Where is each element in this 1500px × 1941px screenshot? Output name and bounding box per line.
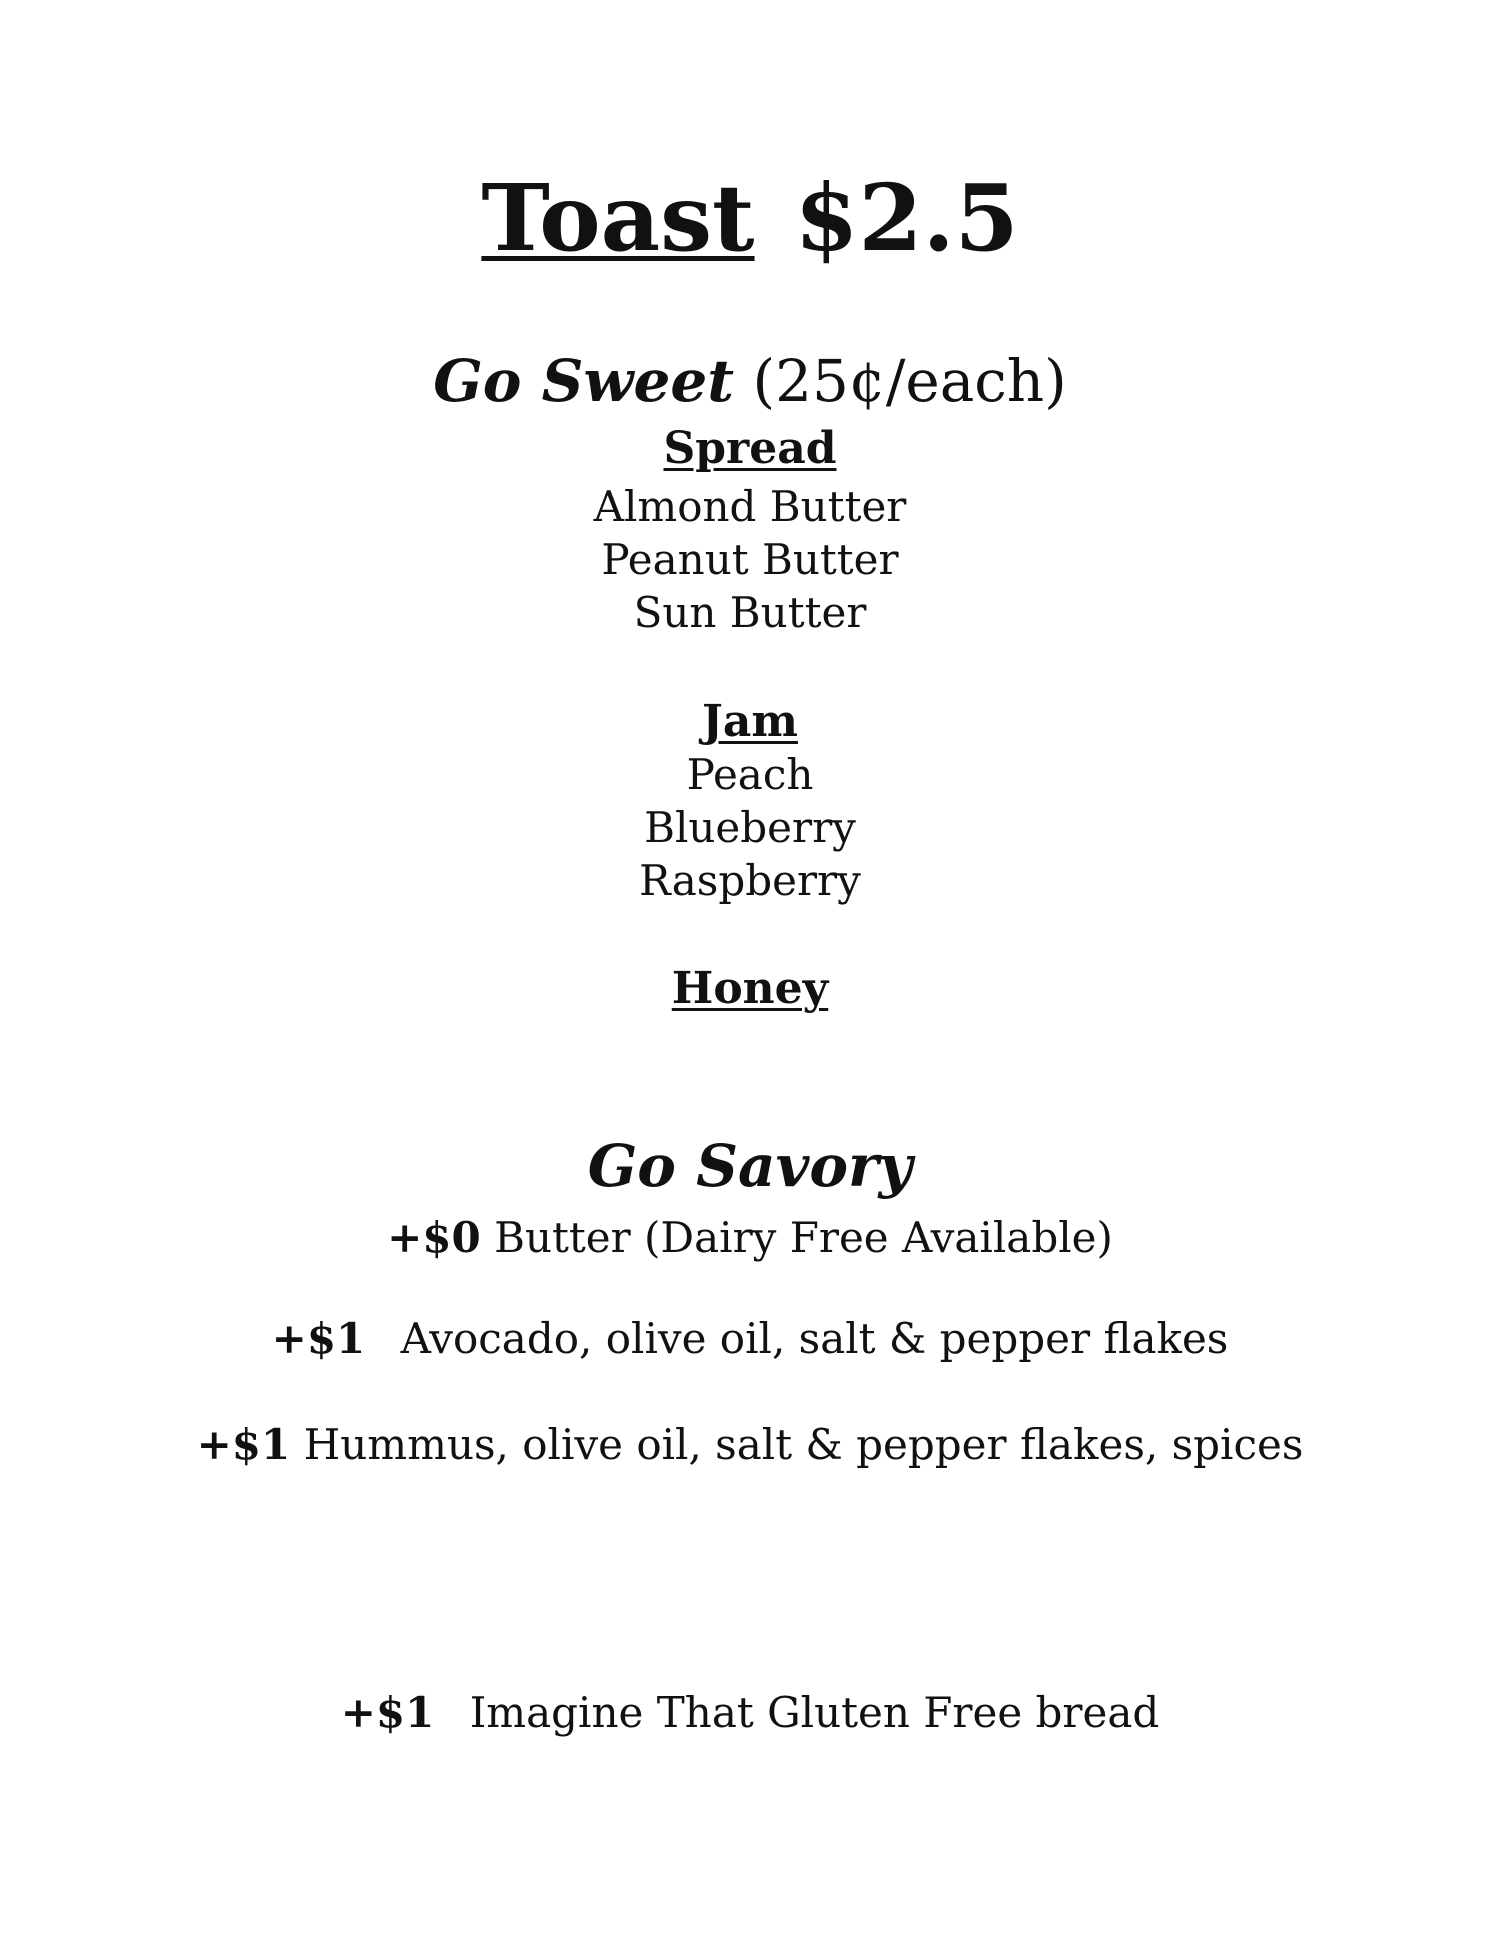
extra-price: +$1	[340, 1688, 435, 1737]
menu-item: Peanut Butter	[601, 535, 899, 584]
menu-title	[0, 164, 1500, 272]
menu-item: Blueberry	[644, 803, 856, 852]
title-price: $2.5	[794, 164, 1019, 272]
savory-heading	[0, 1132, 1500, 1200]
gluten-free-option	[0, 1690, 1500, 1736]
savory-option	[0, 1316, 1500, 1362]
extra-text: Imagine That Gluten Free bread	[469, 1688, 1160, 1737]
menu-item: Almond Butter	[593, 482, 907, 531]
menu-item: Peach	[686, 750, 814, 799]
spread-heading: Spread	[663, 423, 837, 474]
option-price: +$1	[271, 1314, 366, 1363]
option-text: Avocado, olive oil, salt & pepper flakes	[400, 1314, 1229, 1363]
sweet-heading-text: Go Sweet	[433, 347, 735, 415]
sweet-price-note: (25¢/each)	[752, 347, 1067, 415]
savory-heading-text: Go Savory	[587, 1132, 913, 1200]
menu-item: Raspberry	[639, 856, 861, 905]
option-price: +$0	[387, 1213, 481, 1262]
title-name: Toast	[481, 164, 755, 272]
sweet-heading	[0, 347, 1500, 415]
option-text: Hummus, olive oil, salt & pepper flakes, spices	[303, 1420, 1304, 1469]
honey-heading: Honey	[671, 963, 829, 1014]
menu-item: Sun Butter	[633, 588, 867, 637]
option-price: +$1	[196, 1420, 291, 1469]
savory-option	[0, 1422, 1500, 1468]
option-text: Butter (Dairy Free Available)	[494, 1213, 1113, 1262]
jam-heading: Jam	[702, 696, 798, 747]
savory-option	[0, 1215, 1500, 1261]
